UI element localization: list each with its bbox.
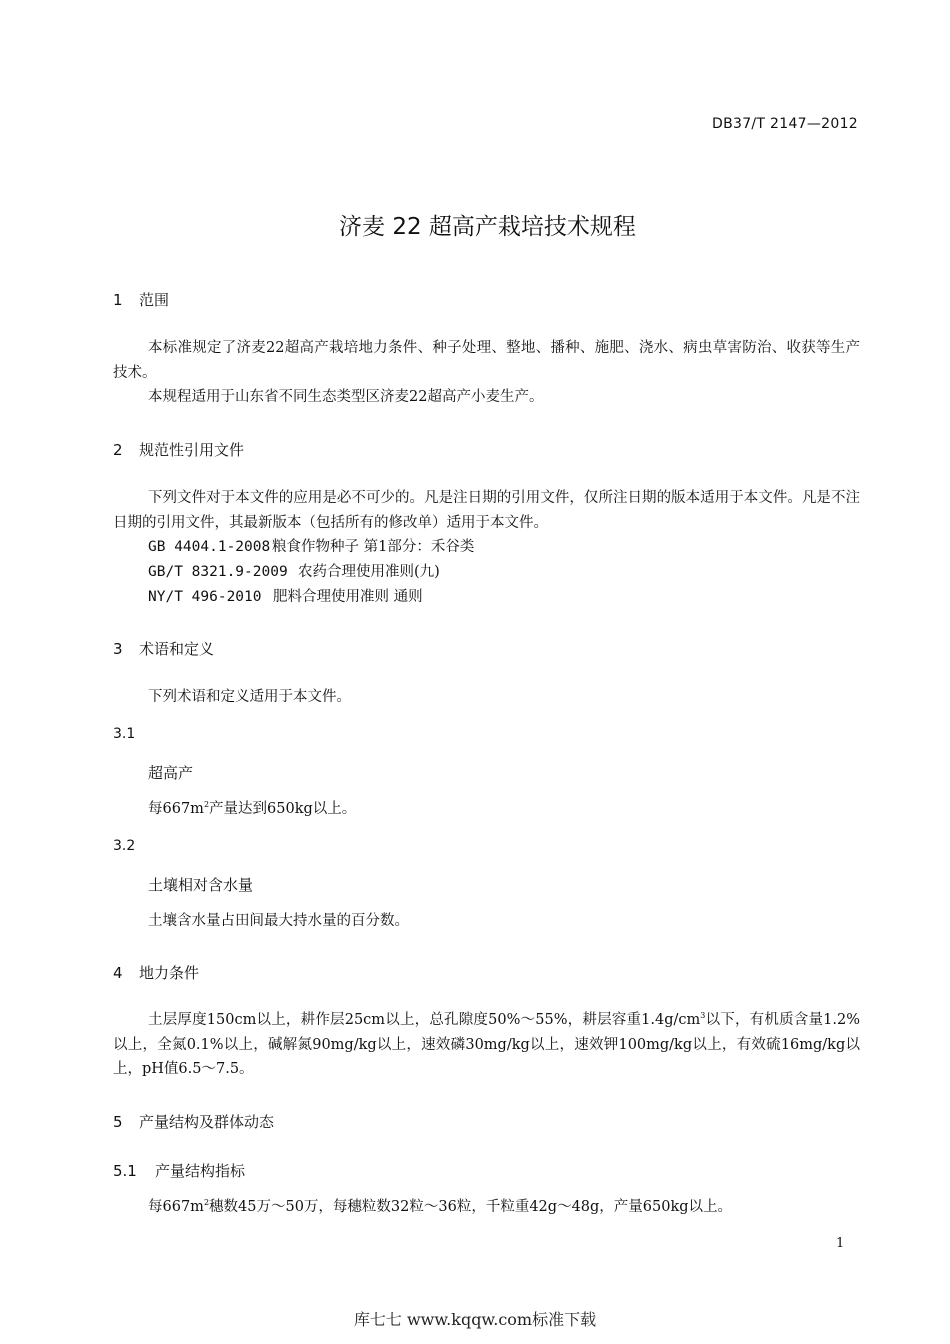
reference-name: 农药合理使用准则(九) (298, 564, 440, 580)
section-title: 地力条件 (139, 964, 200, 982)
section-3-paragraph-1: 下列术语和定义适用于本文件。 (148, 689, 351, 705)
reference-name: 粮食作物种子 第1部分：禾谷类 (272, 539, 475, 555)
section-2-heading (113, 439, 244, 460)
page-number: 1 (836, 1236, 845, 1251)
reference-item (148, 535, 474, 560)
section-1-heading (113, 289, 169, 310)
subsection-number: 5.1 (113, 1162, 137, 1180)
term-number: 3.1 (113, 726, 136, 742)
reference-item (148, 585, 423, 610)
standard-number: DB37/T 2147—2012 (712, 116, 858, 132)
reference-item (148, 560, 440, 585)
document-title: 济麦 22 超高产栽培技术规程 (339, 214, 636, 240)
subsection-5-1-paragraph (148, 1195, 732, 1220)
subsection-5-1-heading (113, 1160, 245, 1181)
reference-code: GB 4404.1-2008 (148, 539, 271, 555)
term-title: 超高产 (148, 764, 194, 782)
reference-name: 肥料合理使用准则 通则 (273, 589, 423, 605)
section-4-heading (113, 962, 199, 983)
section-1-paragraph-1: 本标准规定了济麦22超高产栽培地力条件、种子处理、整地、播种、施肥、浇水、病虫草害防治、收获等生产技术。 (113, 340, 860, 381)
section-title: 术语和定义 (139, 640, 215, 658)
section-title: 范围 (139, 291, 170, 309)
superscript: 3 (700, 1011, 706, 1020)
reference-code: GB/T 8321.9-2009 (148, 564, 288, 580)
definition-text: 每667m (148, 801, 204, 817)
subsection-title: 产量结构指标 (155, 1162, 246, 1180)
section-number: 1 (113, 291, 123, 309)
paragraph-text: 每667m (148, 1199, 204, 1215)
paragraph-text: 穗数45万～50万，每穗粒数32粒～36粒，千粒重42g～48g，产量650kg以上。 (209, 1199, 733, 1215)
term-definition: 土壤含水量占田间最大持水量的百分数。 (148, 913, 409, 929)
reference-code: NY/T 496-2010 (148, 589, 262, 605)
section-3-heading (113, 638, 214, 659)
section-title: 产量结构及群体动态 (139, 1113, 275, 1131)
term-definition (148, 797, 356, 822)
term-title: 土壤相对含水量 (148, 876, 254, 894)
section-5-heading (113, 1111, 274, 1132)
section-number: 4 (113, 964, 123, 982)
section-4-paragraph (113, 1008, 860, 1082)
footer-source-text: 库七七 www.kqqw.com标准下载 (353, 1310, 597, 1329)
section-number: 5 (113, 1113, 123, 1131)
superscript: 2 (203, 800, 210, 809)
section-number: 3 (113, 640, 123, 658)
section-title: 规范性引用文件 (139, 441, 245, 459)
section-1-paragraph-2: 本规程适用于山东省不同生态类型区济麦22超高产小麦生产。 (148, 389, 544, 405)
paragraph-text: 以下，有机质含量1.2%以上，全氮0.1%以上，碱解氮90mg/kg以上，速效磷30mg/kg以上，速效钾100mg/kg以上，有效硫16mg/kg以上，pH值6.5～7.5。 (113, 1012, 860, 1077)
paragraph-text: 土层厚度150cm以上，耕作层25cm以上，总孔隙度50%～55%，耕层容重1.4g/cm (148, 1012, 701, 1028)
superscript: 2 (203, 1198, 210, 1207)
section-2-paragraph-1: 下列文件对于本文件的应用是必不可少的。凡是注日期的引用文件，仅所注日期的版本适用于本文件。凡是不注日期的引用文件，其最新版本（包括所有的修改单）适用于本文件。 (113, 490, 860, 531)
section-number: 2 (113, 441, 123, 459)
definition-text: 产量达到650kg以上。 (209, 801, 357, 817)
term-number: 3.2 (113, 838, 136, 854)
